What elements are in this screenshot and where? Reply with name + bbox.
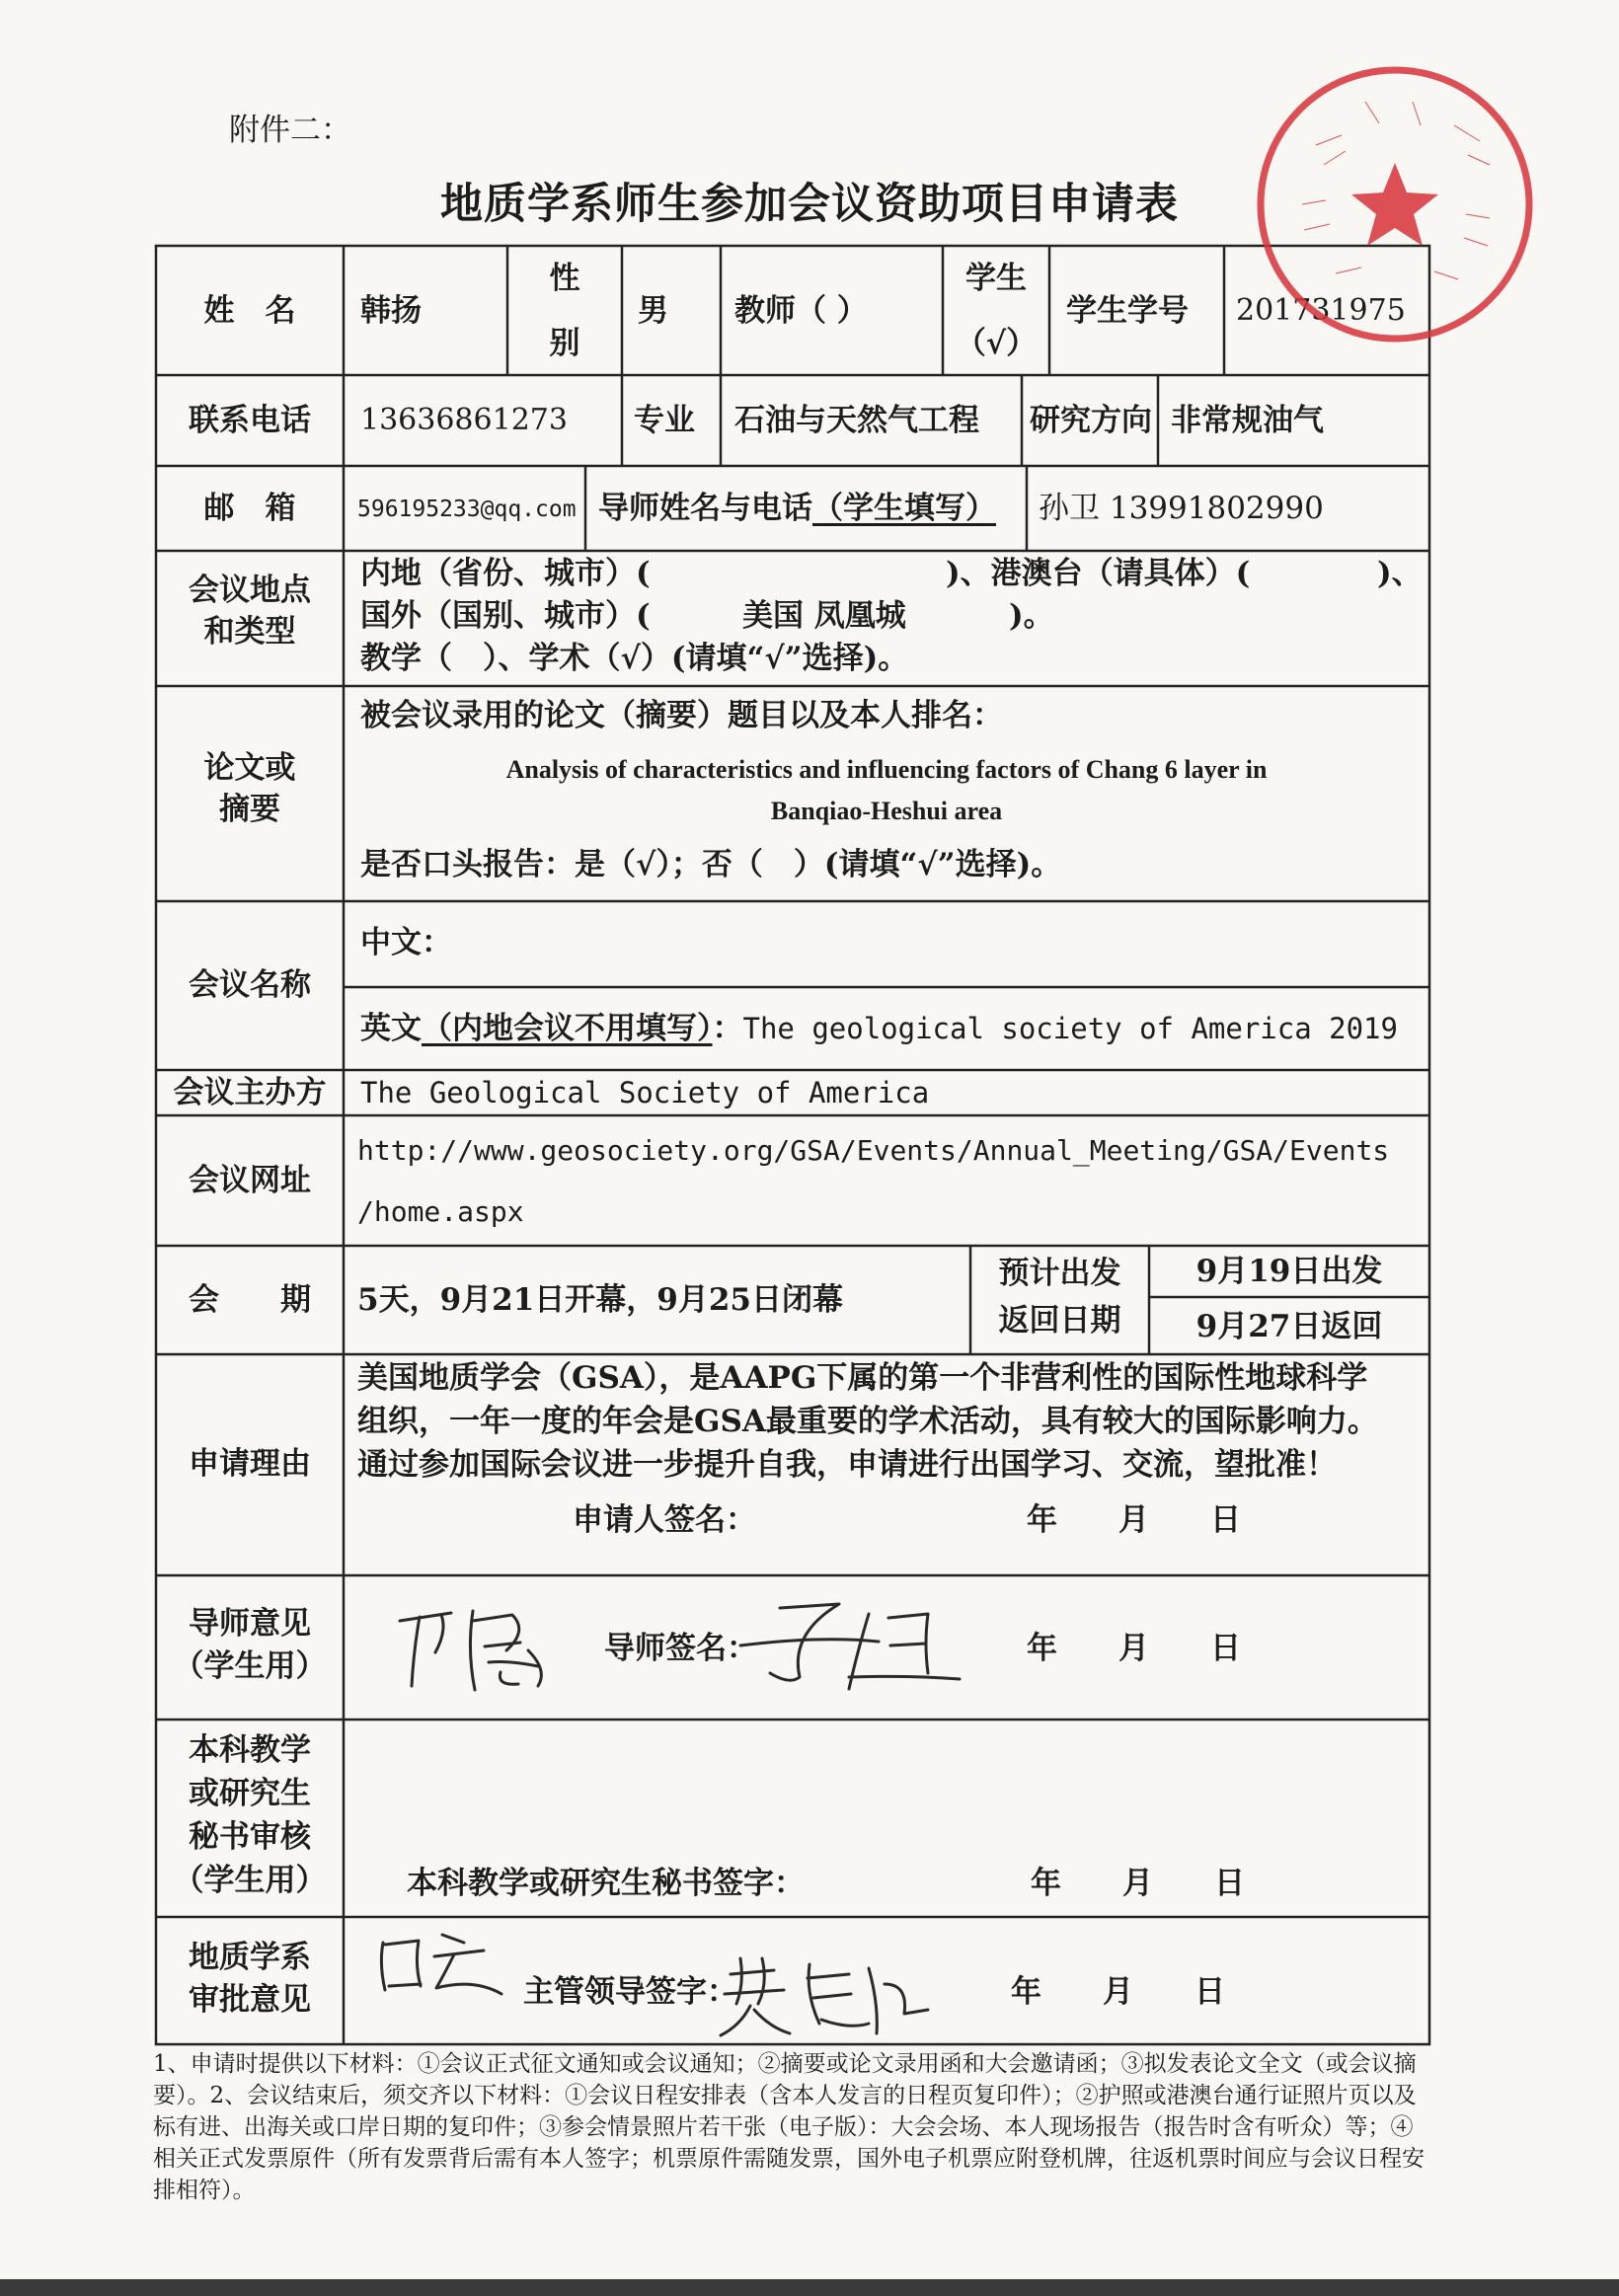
location-foreign-value: 美国 凤凰城	[742, 598, 906, 634]
english-label-note: （内地会议不用填写）	[422, 1011, 713, 1046]
location-label-2: 和类型	[203, 614, 296, 650]
footnotes: 1、申请时提供以下材料：①会议正式征文通知或会议通知；②摘要或论文录用函和大会邀请函；③拟发表论文全文（或会议摘要）。2、会议结束后，须交齐以下材料：①会议日程安排表（含本人发言的日程页复印件）；②护照或港澳台通行证照片页以及标有进、出海关或口岸日期的复印件；③参会情景照片若干张（电子版）：大会会场、本人现场报告（报告时含有听众）等；④相关正式发票原件（所有发票背后需有本人签字；机票原件需随发票，国外电子机票应附登机牌，往返机票时间应与会议日程安排相符）。	[153, 2051, 1425, 2203]
depart-date: 9月19日出发	[1195, 1254, 1383, 1289]
official-seal	[1247, 56, 1543, 352]
paper-title-line-2: Banqiao-Heshui area	[770, 797, 1003, 825]
research-label: 研究方向	[1030, 403, 1152, 438]
paper-intro: 被会议录用的论文（摘要）题目以及本人排名：	[360, 698, 1003, 733]
secretary-label-3: 秘书审核	[189, 1819, 311, 1855]
secretary-label-2: 或研究生	[189, 1776, 311, 1811]
url-line-2: /home.aspx	[357, 1195, 524, 1228]
advisor-sign-label: 导师签名：	[604, 1631, 757, 1666]
paper-title-line-1: Analysis of characteristics and influencing factors of Chang 6 layer in	[505, 755, 1268, 784]
advisor-signature	[731, 1594, 967, 1693]
oral-report: 是否口头报告：是（√）；否（ ）(请填“√”选择)。	[360, 847, 1062, 882]
student-option-check: （√）	[955, 326, 1038, 361]
gender-label-top: 性	[549, 261, 580, 296]
secretary-label-1: 本科教学	[189, 1732, 311, 1768]
organizer-label: 会议主办方	[173, 1075, 327, 1110]
advisor-label-note: （学生填写）	[812, 491, 996, 526]
research-value: 非常规油气	[1171, 403, 1324, 438]
phone-label: 联系电话	[189, 403, 311, 438]
url-line-1: http://www.geosociety.org/GSA/Events/Annual_Meeting/GSA/Events	[357, 1134, 1390, 1167]
english-label: 英文	[360, 1011, 422, 1046]
name-label: 姓 名	[203, 293, 296, 329]
advisor-sign-date: 年 月 日	[1027, 1631, 1241, 1666]
period-label: 会 期	[189, 1282, 311, 1318]
leader-signature	[711, 1945, 938, 2043]
applicant-name: 韩扬	[360, 293, 422, 329]
reason-line-2: 组织，一年一度的年会是GSA最重要的学术活动，具有较大的国际影响力。	[357, 1404, 1378, 1439]
english-label-colon: ：	[712, 1011, 743, 1046]
student-id: 201731975	[1236, 293, 1406, 328]
paper-label-1: 论文或	[203, 750, 296, 786]
email-value: 596195233@qq.com	[357, 497, 577, 522]
chinese-name-label: 中文：	[360, 925, 452, 960]
secretary-sign-date: 年 月 日	[1031, 1866, 1245, 1901]
advisor-value: 孙卫 13991802990	[1039, 491, 1324, 526]
student-id-label: 学生学号	[1066, 293, 1189, 329]
travel-label-2: 返回日期	[998, 1303, 1121, 1339]
major-value: 石油与天然气工程	[734, 403, 979, 438]
url-label: 会议网址	[189, 1163, 311, 1198]
advisor-label-text: 导师姓名与电话	[598, 491, 812, 526]
location-hkmotw-prefix: )、港澳台（请具体）(	[946, 556, 1251, 591]
secretary-sign-label: 本科教学或研究生秘书签字：	[407, 1866, 805, 1901]
applicant-sign-date: 年 月 日	[1027, 1502, 1241, 1538]
department-label-1: 地质学系	[189, 1940, 311, 1975]
scan-edge	[0, 2279, 1619, 2296]
paper-label-2: 摘要	[219, 792, 280, 827]
teacher-option: 教师（ ）	[734, 293, 868, 329]
reason-line-1: 美国地质学会（GSA），是AAPG下属的第一个非营利性的国际性地球科学	[357, 1360, 1368, 1396]
leader-sign-date: 年 月 日	[1011, 1974, 1225, 2010]
gender-label-bottom: 别	[549, 326, 580, 361]
major-label: 专业	[634, 403, 695, 438]
travel-label-1: 预计出发	[998, 1256, 1121, 1291]
department-opinion-handwriting	[375, 1925, 513, 2004]
secretary-label-4: （学生用）	[173, 1863, 327, 1898]
advisor-label	[598, 489, 996, 528]
reason-line-3: 通过参加国际会议进一步提升自我，申请进行出国学习、交流，望批准！	[357, 1447, 1337, 1483]
location-domestic-prefix: 内地（省份、城市）(	[360, 556, 651, 591]
gender-value: 男	[638, 293, 668, 329]
phone-value: 13636861273	[360, 403, 568, 437]
organizer-value: The Geological Society of America	[360, 1076, 930, 1110]
reason-label: 申请理由	[189, 1446, 311, 1482]
period-value: 5天，9月21日开幕，9月25日闭幕	[357, 1282, 843, 1318]
email-label: 邮 箱	[203, 491, 296, 526]
location-hkmotw-suffix: )、	[1377, 556, 1423, 591]
location-label-1: 会议地点	[189, 573, 311, 608]
location-foreign-suffix: )。	[1009, 598, 1054, 634]
conference-name-label: 会议名称	[189, 967, 311, 1003]
attachment-label: 附件二：	[229, 113, 351, 148]
meeting-type: 教学（ ）、学术（√）(请填“√”选择)。	[360, 641, 909, 676]
english-name-row	[360, 1009, 1398, 1048]
advisor-opinion-label-2: （学生用）	[173, 1648, 327, 1684]
department-label-2: 审批意见	[189, 1982, 311, 2018]
applicant-sign-label: 申请人签名：	[573, 1502, 756, 1538]
advisor-opinion-label-1: 导师意见	[189, 1606, 311, 1642]
return-date: 9月27日返回	[1195, 1309, 1383, 1344]
english-name-value: The geological society of America 2019	[742, 1012, 1398, 1045]
leader-sign-label: 主管领导签字：	[523, 1974, 737, 2010]
form-title: 地质学系师生参加会议资助项目申请表	[440, 180, 1179, 229]
location-foreign-prefix: 国外（国别、城市）(	[360, 598, 651, 634]
student-option-label: 学生	[965, 261, 1027, 296]
advisor-opinion-handwriting	[390, 1591, 568, 1700]
